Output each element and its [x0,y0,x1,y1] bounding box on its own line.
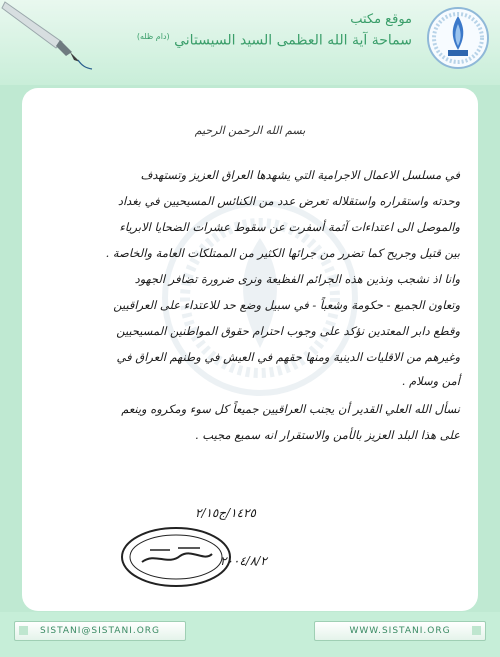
website-text: WWW.SISTANI.ORG [349,626,451,636]
office-logo-icon [426,6,490,70]
letter-line: وحدته واستقراره واستقلاله تعرض عدد من الكنائس المسيحيين في بغداد [117,194,460,208]
email-link[interactable] [14,621,186,641]
letter-line: بين قتيل وجريح كما تضرر من جرائها الكثير من الممتلكات العامة والخاصة . [105,246,460,260]
letter-line: على هذا البلد العزيز بالأمن والاستقرار انه سميع مجيب . [195,428,460,442]
site-title-line2 [137,32,412,49]
letter-line: وانا اذ نشجب ونذين هذه الجرائم الفظيعة ونرى ضرورة تضافر الجهود [134,272,460,286]
date-gregorian: ٢٠٠٤/٨/٢ [220,554,267,568]
site-title-line1: موقع مكتب [350,12,412,27]
website-link[interactable] [314,621,486,641]
site-title-name: سماحة آية الله العظمى السيد السيستاني [174,32,412,49]
letter-line: وتعاون الجميع - حكومة وشعباً - في سبيل وضع حد للاعتداء على العراقيين [113,298,460,312]
square-bullet-icon [472,626,481,635]
letter-line: في مسلسل الاعمال الاجرامية التي يشهدها العراق العزيز وتستهدف [140,168,460,182]
letter-line: والموصل الى اعتداءات آثمة أسفرت عن سقوط عشرات الضحايا الابرياء [119,220,460,234]
letter-line: وغيرهم من الاقليات الدينية ومنها حقهم في العيش في وطنهم العراق في [116,350,460,364]
date-hijri: ١٤٢٥/ج٢/١٥ [195,506,256,520]
office-stamp [120,526,232,588]
basmala: بسم الله الرحمن الرحيم [194,124,306,137]
site-title-suffix: (دام ظله) [136,32,170,41]
letter-line: وقطع دابر المعتدين نؤكد على وجوب احترام حقوق المواطنين المسيحيين [116,324,460,338]
site-footer [0,612,500,657]
letter-line: أمن وسلام . [401,374,460,388]
email-text: SISTANI@SISTANI.ORG [39,626,161,636]
handwritten-letter [40,106,460,596]
letter-sheet [22,88,478,611]
site-header [0,0,500,85]
square-bullet-icon [19,626,28,635]
letter-line: نسأل الله العلي القدير أن يجنب العراقيين جميعاً كل سوء ومكروه وينعم [121,402,460,416]
fountain-pen-icon [0,0,95,75]
